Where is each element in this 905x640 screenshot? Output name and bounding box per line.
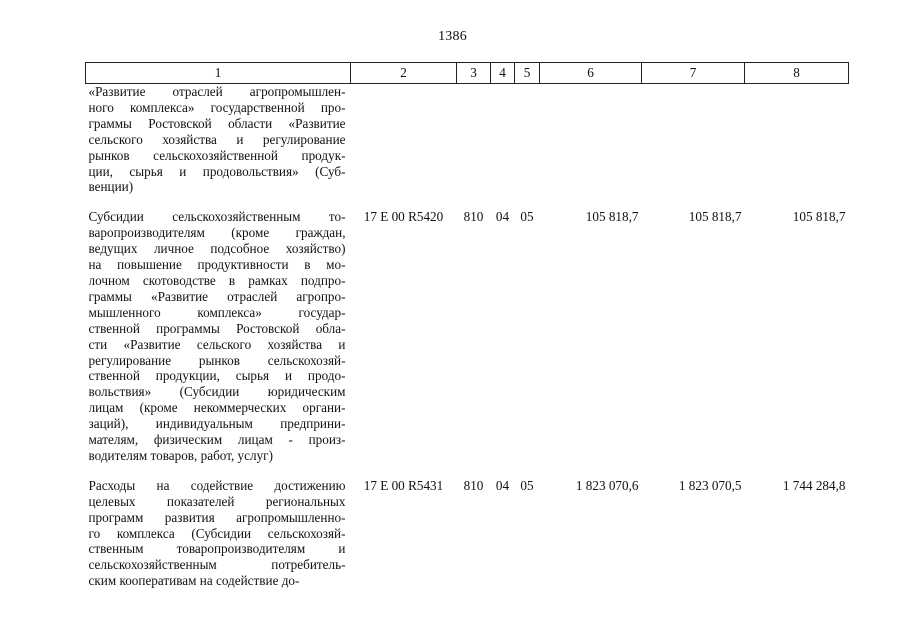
description-line: заций), индивидуальным предприни- (88, 416, 346, 432)
description-cell (86, 84, 351, 196)
description-line: «Развитие отраслей агропромышлен- (88, 84, 346, 99)
column-header: 7 (642, 63, 745, 84)
amount-year3-cell: 105 818,7 (792, 209, 846, 225)
amount-year2-cell: 1 823 070,5 (678, 477, 742, 493)
section-cell: 04 (495, 209, 510, 225)
column-header: 8 (745, 63, 849, 84)
description-line: мателям, физическим лицам - произ- (88, 432, 346, 448)
description-line: ного комплекса» государственной про- (88, 99, 346, 115)
description-line: ственной программы Ростовской обла- (88, 320, 346, 336)
subsection-cell (515, 84, 540, 196)
description-line: сельскохозяйственным потребитель- (88, 557, 346, 573)
description-line: лицам (кроме некоммерческих органи- (88, 400, 346, 416)
amount-year2-cell (642, 84, 745, 196)
description-line: ведущих личное подсобное хозяйство) (88, 241, 346, 257)
amount-year1-cell: 105 818,7 (585, 209, 639, 225)
description-line: сти «Развитие сельского хозяйства и (88, 336, 346, 352)
description-line: венции) (88, 179, 134, 195)
description-line: варопроизводителям (кроме граждан, (88, 225, 346, 241)
description-line: программ развития агропромышленно- (88, 509, 346, 525)
description-line: граммы Ростовской области «Развитие (88, 115, 346, 131)
description-line: вольствия» (Субсидии юридическим (88, 384, 346, 400)
description-cell (86, 478, 351, 589)
column-header: 4 (491, 63, 515, 84)
expense-type-cell: 810 (463, 477, 484, 493)
section-cell (491, 84, 515, 196)
row-spacer-cell (86, 464, 849, 478)
description-line: Субсидии сельскохозяйственным то- (88, 209, 346, 225)
description-line: ственным товаропроизводителям и (88, 541, 346, 557)
description-line: на повышение продуктивности в мо- (88, 257, 346, 273)
budget-code-cell (351, 84, 457, 196)
expense-type-cell: 810 (463, 209, 484, 225)
row-spacer-cell (86, 195, 849, 209)
table-row (86, 84, 849, 196)
table-row (86, 209, 849, 464)
budget-table (85, 62, 849, 589)
amount-year2-cell: 105 818,7 (688, 209, 742, 225)
description-line: мышленного комплекса» государ- (88, 304, 346, 320)
table-header-row (86, 63, 849, 84)
description-line: водителям товаров, работ, услуг) (88, 447, 273, 463)
budget-code-cell: 17 Е 00 R5420 (363, 209, 444, 225)
row-spacer (86, 464, 849, 478)
description-line: целевых показателей региональных (88, 493, 346, 509)
amount-year1-cell (540, 84, 642, 196)
description-cell (86, 209, 351, 464)
row-spacer (86, 195, 849, 209)
description-line: граммы «Развитие отраслей агропро- (88, 288, 346, 304)
amount-year3-cell: 1 744 284,8 (782, 477, 846, 493)
column-header: 3 (457, 63, 491, 84)
page-number: 1386 (438, 29, 467, 44)
subsection-cell: 05 (520, 477, 534, 493)
column-header: 2 (351, 63, 457, 84)
description-line: ственной продукции, сырья и продо- (88, 368, 346, 384)
table-body (86, 84, 849, 590)
description-line: ции, сырья и продовольствия» (Суб- (88, 163, 346, 179)
budget-code-cell: 17 Е 00 R5431 (363, 477, 444, 493)
description-line: лочном скотоводстве в рамках подпро- (88, 272, 346, 288)
column-header: 5 (515, 63, 540, 84)
column-header: 6 (540, 63, 642, 84)
table-row (86, 478, 849, 589)
description-line: регулирование рынков сельскохозяй- (88, 352, 346, 368)
amount-year1-cell: 1 823 070,6 (575, 477, 639, 493)
column-header: 1 (86, 63, 351, 84)
description-line: сельского хозяйства и регулирование (88, 131, 346, 147)
description-line: Расходы на содействие достижению (88, 477, 346, 493)
description-line: ским кооперативам на содействие до- (88, 573, 300, 589)
expense-type-cell (457, 84, 491, 196)
description-line: рынков сельскохозяйственной продук- (88, 147, 346, 163)
section-cell: 04 (495, 477, 510, 493)
amount-year3-cell (745, 84, 849, 196)
subsection-cell: 05 (520, 209, 534, 225)
description-line: го комплекса (Субсидии сельскохозяй- (88, 525, 346, 541)
